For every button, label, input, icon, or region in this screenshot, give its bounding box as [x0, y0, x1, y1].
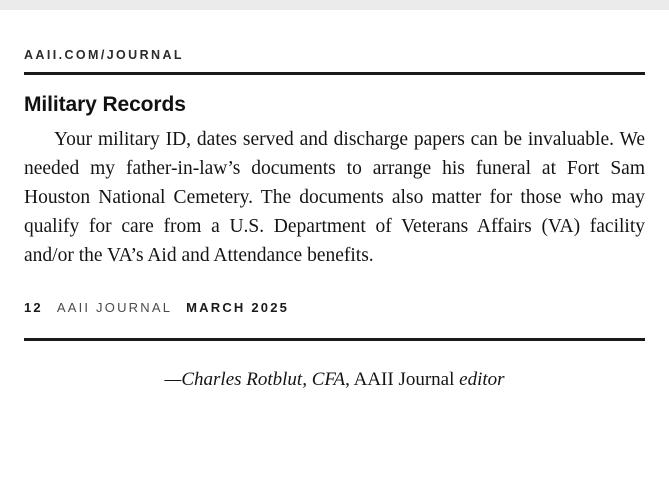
folio-issue-date: MARCH 2025 — [186, 300, 290, 315]
folio-publication: AAII JOURNAL — [56, 300, 173, 315]
running-head: AAII.COM/JOURNAL — [24, 48, 184, 62]
page-top-band — [0, 0, 669, 10]
body-paragraph: Your military ID, dates served and discharge papers can be invaluable. We needed my father-in-law’s documents to arrange his funeral at Fort Sam Houston National Cemetery. The documents also matter for those who may qualify for care from a U.S. Department of Veterans Affairs (VA) facility and/or the VA’s Aid and Attendance benefits. — [24, 129, 645, 266]
footer-rule — [24, 338, 645, 341]
folio-page-number: 12 — [24, 300, 43, 315]
signature-author: —Charles Rotblut, CFA — [164, 369, 346, 390]
signature-publication: AAII Journal — [353, 369, 455, 390]
signature-line — [0, 369, 669, 391]
signature-role: editor — [454, 369, 505, 390]
folio — [24, 300, 669, 315]
section-title: Military Records — [24, 93, 186, 116]
header-rule — [24, 72, 645, 75]
page-content — [0, 10, 669, 391]
signature-separator: , — [345, 369, 354, 390]
